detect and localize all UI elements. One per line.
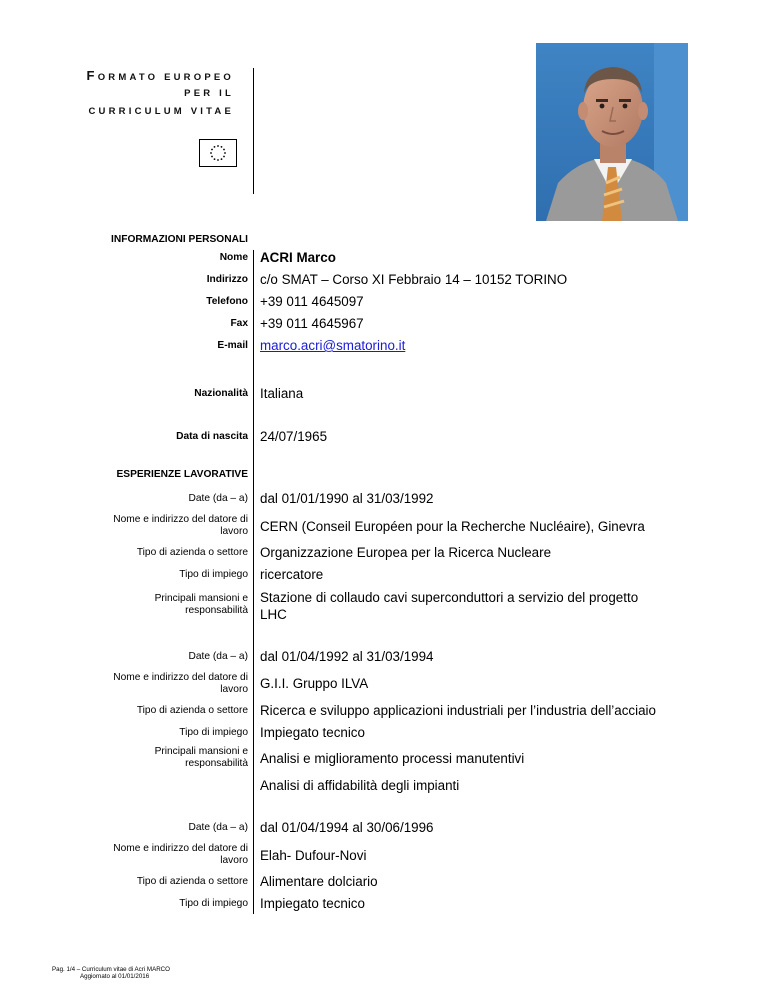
email-link[interactable]: marco.acri@smatorino.it: [260, 338, 406, 353]
header-title-initial: F: [86, 68, 98, 83]
job1-date-label: Date (da – a): [188, 493, 248, 504]
job2-date: dal 01/04/1992 al 31/03/1994: [260, 649, 434, 664]
header-title-line1: [87, 68, 234, 83]
footer-updated-date: Aggiornato al 01/01/2016: [80, 973, 150, 980]
job1-duties-1: Stazione di collaudo cavi superconduttori a servizio del progetto: [260, 590, 639, 605]
job3-type-label: Tipo di impiego: [179, 898, 248, 909]
value-name: ACRI Marco: [260, 250, 336, 265]
job1-sector: Organizzazione Europea per la Ricerca Nucleare: [260, 545, 552, 560]
job2-duties-2: Analisi di affidabilità degli impianti: [260, 778, 460, 793]
job2-employer-label-1: Nome e indirizzo del datore di: [113, 672, 248, 683]
eu-flag-icon: [199, 139, 237, 167]
value-nationality: Italiana: [260, 386, 304, 401]
job2-duties-label-2: responsabilità: [185, 758, 248, 769]
job2-type-label: Tipo di impiego: [179, 727, 248, 738]
content-divider: [253, 250, 254, 914]
job1-employer-label-1: Nome e indirizzo del datore di: [113, 514, 248, 525]
job1-duties-label-1: Principali mansioni e: [154, 593, 248, 604]
header-title-rest: ORMATO EUROPEO: [97, 72, 234, 83]
job3-employer-label-2: lavoro: [220, 855, 248, 866]
label-birthdate: Data di nascita: [176, 431, 248, 442]
job2-duties-label-1: Principali mansioni e: [154, 746, 248, 757]
job2-employer: G.I.I. Gruppo ILVA: [260, 676, 369, 691]
job1-duties-2: LHC: [260, 607, 287, 622]
job2-duties-1: Analisi e miglioramento processi manutentivi: [260, 751, 525, 766]
job3-type: Impiegato tecnico: [260, 896, 365, 911]
job3-date-label: Date (da – a): [188, 822, 248, 833]
label-fax: Fax: [230, 318, 248, 329]
footer-page-info: Pag. 1/4 – Curriculum vitae di Acri MARCO: [52, 966, 170, 973]
value-phone: +39 011 4645097: [260, 294, 364, 309]
section-heading-work: ESPERIENZE LAVORATIVE: [116, 469, 248, 480]
job3-sector-label: Tipo di azienda o settore: [136, 876, 248, 887]
page-footer: [52, 966, 170, 980]
portrait-photo: [536, 43, 688, 221]
job3-date: dal 01/04/1994 al 30/06/1996: [260, 820, 434, 835]
job3-employer-label-1: Nome e indirizzo del datore di: [113, 843, 248, 854]
label-email: E-mail: [217, 340, 248, 351]
job2-type: Impiegato tecnico: [260, 725, 365, 740]
job1-type: ricercatore: [260, 567, 324, 582]
job1-sector-label: Tipo di azienda o settore: [136, 547, 248, 558]
job1-duties-label-2: responsabilità: [185, 605, 248, 616]
job2-sector-label: Tipo di azienda o settore: [136, 705, 248, 716]
value-fax: +39 011 4645967: [260, 316, 364, 331]
job1-employer-label-2: lavoro: [220, 526, 248, 537]
job3-sector: Alimentare dolciario: [260, 874, 378, 889]
header-divider: [253, 68, 254, 194]
label-address: Indirizzo: [206, 274, 248, 285]
job2-sector: Ricerca e sviluppo applicazioni industriali per l’industria dell’acciaio: [260, 703, 656, 718]
label-phone: Telefono: [206, 296, 248, 307]
job2-employer-label-2: lavoro: [220, 684, 248, 695]
header-title-line3: CURRICULUM VITAE: [88, 106, 234, 117]
value-address: c/o SMAT – Corso XI Febbraio 14 – 10152 TORINO: [260, 272, 568, 287]
label-name: Nome: [219, 252, 248, 263]
job1-type-label: Tipo di impiego: [179, 569, 248, 580]
job2-date-label: Date (da – a): [188, 651, 248, 662]
section-heading-personal: INFORMAZIONI PERSONALI: [111, 234, 248, 245]
job1-employer: CERN (Conseil Européen pour la Recherche Nucléaire), Ginevra: [260, 519, 645, 534]
label-nationality: Nazionalità: [194, 388, 248, 399]
job3-employer: Elah- Dufour-Novi: [260, 848, 367, 863]
job1-date: dal 01/01/1990 al 31/03/1992: [260, 491, 434, 506]
header-title-line2: PER IL: [184, 88, 234, 99]
value-birthdate: 24/07/1965: [260, 429, 328, 444]
